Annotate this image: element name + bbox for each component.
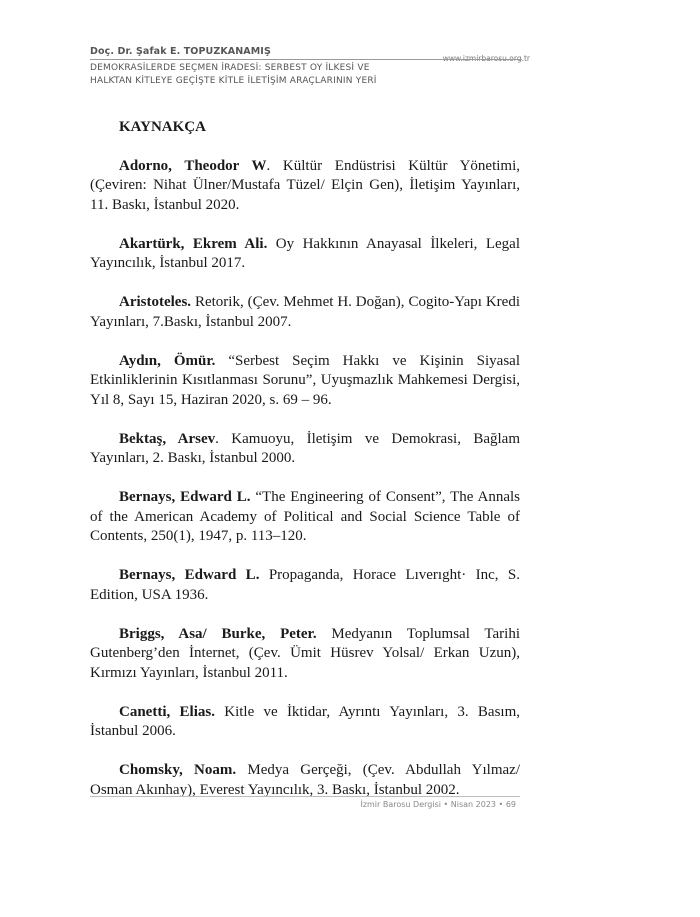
reference-item: [90, 157, 520, 216]
reference-author: Bektaş, Arsev: [119, 430, 216, 447]
header-url: www.izmirbarosu.org.tr: [442, 54, 530, 63]
footer-divider: [90, 796, 520, 797]
header-title: [90, 62, 530, 88]
reference-item: [90, 566, 520, 605]
reference-text: Retorik, (Çev. Mehmet H. Doğan), Cogito-Yapı Kredi Yayınları, 7.Baskı, İstanbul 2007.: [90, 294, 520, 330]
reference-text: Propaganda, Horace Lıverıght· Inc, S. Edition, USA 1936.: [90, 567, 521, 603]
section-title: KAYNAKÇA: [119, 119, 206, 135]
reference-text: Kitle ve İktidar, Ayrıntı Yayınları, 3. Basım, İstanbul 2006.: [90, 703, 520, 739]
reference-item: [90, 352, 520, 411]
reference-text: . Kültür Endüstrisi Kültür Yönetimi, (Çeviren: Nihat Ülner/Mustafa Tüzel/ Elçin Gen), İletişim Yayınları, 11. Baskı, İstanbul 2020.: [90, 157, 521, 213]
header-author: Doç. Dr. Şafak E. TOPUZKANAMIŞ: [90, 46, 271, 57]
reference-item: [90, 293, 520, 332]
reference-item: [90, 703, 520, 742]
reference-author: Briggs, Asa/ Burke, Peter.: [119, 625, 317, 642]
reference-author: Akartürk, Ekrem Ali.: [119, 235, 268, 252]
reference-item: [90, 761, 520, 800]
reference-item: [90, 235, 520, 274]
reference-author: Bernays, Edward L.: [119, 489, 251, 505]
page-body: [90, 118, 520, 820]
reference-item: [90, 488, 520, 547]
header-title-line-2: HALKTAN KİTLEYE GEÇİŞTE KİTLE İLETİŞİM ARAÇLARININ YERİ: [90, 76, 377, 86]
reference-author: Adorno, Theodor W: [119, 157, 267, 174]
reference-text: Medyanın Toplumsal Tarihi Gutenberg’den İnternet, (Çev. Ümit Hüsrev Yolsal/ Erkan Uzun), Kırmızı Yayınları, İstanbul 2011.: [90, 625, 520, 681]
reference-author: Chomsky, Noam.: [119, 762, 237, 778]
page-footer: [90, 796, 520, 809]
page-header: [90, 46, 530, 88]
footer-text: İzmir Barosu Dergisi • Nisan 2023 • 69: [360, 800, 516, 809]
header-divider: [90, 59, 522, 60]
reference-text: “Serbest Seçim Hakkı ve Kişinin Siyasal Etkinliklerinin Kısıtlanması Sorunu”, Uyuşmazlık Mahkemesi Dergisi, Yıl 8, Sayı 15, Haziran 2020, s. 69 – 96.: [90, 352, 520, 408]
reference-author: Aydın, Ömür.: [119, 352, 216, 369]
reference-text: Oy Hakkının Anayasal İlkeleri, Legal Yayıncılık, İstanbul 2017.: [90, 235, 520, 271]
reference-author: Aristoteles.: [119, 294, 192, 310]
reference-author: Bernays, Edward L.: [119, 567, 260, 583]
header-title-line-1: DEMOKRASİLERDE SEÇMEN İRADESİ: SERBEST OY İLKESİ VE: [90, 63, 370, 73]
reference-text: “The Engineering of Consent”, The Annals of the American Academy of Political and Social Science Table of Contents, 250(1), 1947, p. 113–120.: [90, 489, 520, 544]
reference-text: Medya Gerçeği, (Çev. Abdullah Yılmaz/ Osman Akınhay), Everest Yayıncılık, 3. Baskı, İstanbul 2002.: [90, 762, 520, 798]
reference-text: . Kamuoyu, İletişim ve Demokrasi, Bağlam Yayınları, 2. Baskı, İstanbul 2000.: [90, 430, 520, 466]
reference-author: Canetti, Elias.: [119, 703, 215, 720]
reference-item: [90, 625, 520, 684]
reference-item: [90, 430, 520, 469]
